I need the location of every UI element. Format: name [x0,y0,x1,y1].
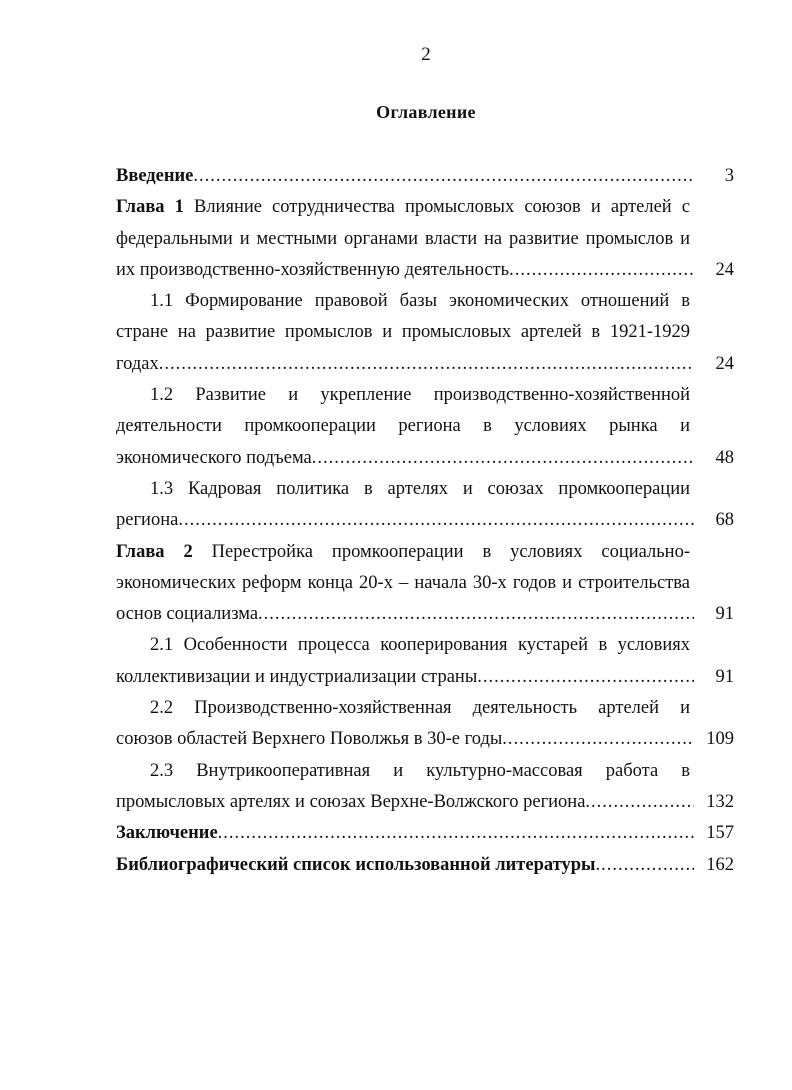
toc-page-number: 91 [715,666,734,687]
toc-entry-text: Внутрикооперативная и культурно-массовая работа в [196,760,690,781]
toc-page-number: 157 [706,823,734,844]
page-number: 2 [421,44,431,65]
toc-entry-title: Введение [116,166,194,186]
leader-dots [509,255,694,286]
toc-page-number: 162 [706,854,734,875]
leader-dots [193,161,694,192]
toc-entry-title: Библиографический список использованной литературы [116,854,596,875]
toc-entry-text: экономического подъема [116,447,312,468]
toc-entry-conclusion[interactable] [116,818,734,849]
toc-entry-line [116,380,690,411]
section-number: 2.3 [150,760,174,781]
toc-entry-section-2-3[interactable] [116,756,734,819]
toc-entry-text: Влияние сотрудничества промысловых союзов и артелей с [193,197,690,218]
toc-entry-line [116,474,690,505]
section-number: 1.3 [150,478,174,499]
toc-entry-text: основ социализма [116,604,259,625]
toc-entry-text: Развитие и укрепление производственно-хозяйственной [195,385,690,406]
toc-entry-text: региона [116,510,179,531]
leader-dots [595,850,694,881]
toc-entry-section-1-3[interactable] [116,474,734,537]
chapter-label: Глава 2 [116,541,193,562]
leader-dots [159,349,694,380]
toc-page-number: 91 [715,604,734,625]
toc-page-number: 109 [706,729,734,750]
toc-entry-section-2-1[interactable] [116,630,734,693]
toc-page-number: 48 [715,447,734,468]
toc-entry-title: Заключение [116,823,218,844]
leader-dots [502,724,694,755]
toc-entry-line [116,411,690,442]
leader-dots [178,505,694,536]
toc-entry-line [116,224,690,255]
toc-entry-text: их производственно-хозяйственную деятельность [116,259,510,280]
toc-entry-text: союзов областей Верхнего Поволжья в 30-е годы [116,729,503,750]
toc-entry-line [116,192,690,223]
toc-entry-text: Перестройка промкооперации в условиях социально- [211,541,690,562]
leader-dots [218,818,694,849]
toc-page-number: 3 [724,166,734,186]
section-number: 2.2 [150,698,174,719]
toc-entry-text: экономических реформ конца 20-х – начала 30-х годов и строительства [116,572,690,593]
toc-entry-section-2-2[interactable] [116,693,734,756]
leader-dots [258,599,694,630]
toc-entry-line [116,317,690,348]
toc-entry-text: Кадровая политика в артелях и союзах промкооперации [187,478,690,499]
toc-page-number: 24 [715,353,734,374]
toc-entry-line [116,286,690,317]
toc-entry-line [116,693,690,724]
toc-entry-section-1-1[interactable] [116,286,734,380]
toc-entry-line [116,630,690,661]
toc-page-number: 132 [706,791,734,812]
toc-entry-section-1-2[interactable] [116,380,734,474]
chapter-label: Глава 1 [116,197,184,218]
table-of-contents [116,161,734,881]
leader-dots [477,662,694,693]
toc-entry-text: федеральными и местными органами власти на развитие промыслов и [116,228,690,249]
section-number: 1.1 [150,291,174,312]
toc-entry-text: стране на развитие промыслов и промысловых артелей в 1921-1929 [116,322,690,343]
toc-entry-text: коллективизации и индустриализации страны [116,666,478,687]
toc-entry-chapter-1[interactable] [116,192,734,286]
toc-page-number: 24 [715,259,734,280]
toc-entry-line [116,537,690,568]
section-number: 1.2 [150,385,174,406]
toc-entry-text: Особенности процесса кооперирования кустарей в условиях [183,635,690,656]
toc-entry-text: Производственно-хозяйственная деятельность артелей и [194,698,690,719]
toc-entry-text: промысловых артелях и союзах Верхне-Волжского региона [116,791,586,812]
toc-entry-line [116,756,690,787]
toc-entry-text: годах [116,353,159,374]
toc-entry-line [116,568,690,599]
toc-title: Оглавление [376,102,476,122]
toc-entry-text: Формирование правовой базы экономических отношений в [185,291,690,312]
toc-entry-text: деятельности промкооперации региона в условиях рынка и [116,416,690,437]
toc-entry-introduction[interactable] [116,161,734,192]
leader-dots [585,787,694,818]
leader-dots [312,443,694,474]
toc-entry-bibliography[interactable] [116,850,734,881]
toc-entry-chapter-2[interactable] [116,537,734,631]
toc-page-number: 68 [715,510,734,531]
section-number: 2.1 [150,635,174,656]
